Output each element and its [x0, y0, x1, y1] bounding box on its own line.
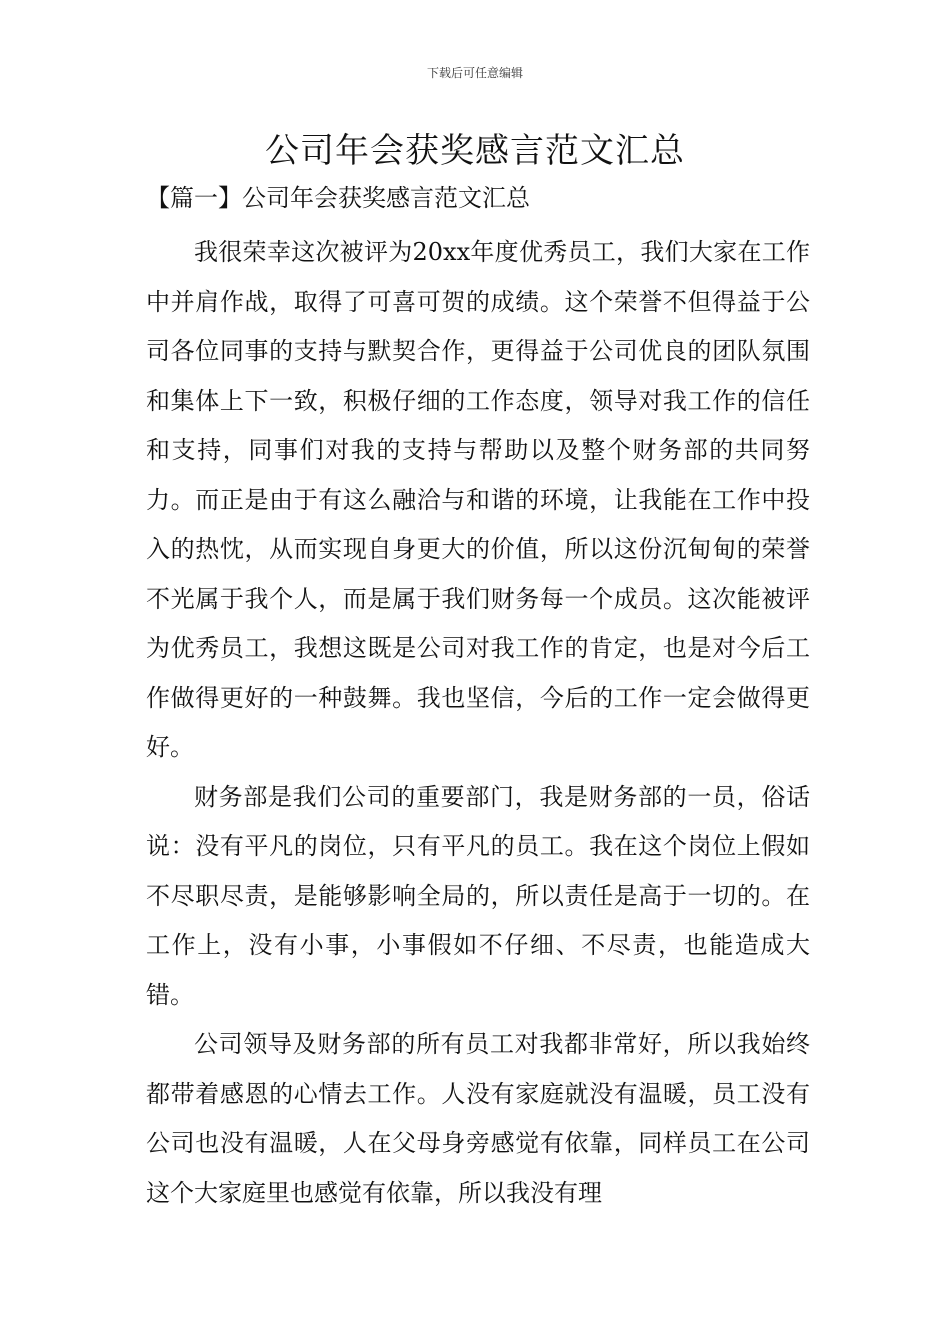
header-note: 下载后可任意编辑 — [426, 66, 523, 80]
paragraph-3: 公司领导及财务部的所有员工对我都非常好，所以我始终都带着感恩的心情去工作。人没有家庭就没有温暖，员工没有公司也没有温暖，人在父母身旁感觉有依靠，同样员工在公司这个大家庭里也感觉有依靠，所以我没有理 — [146, 1030, 810, 1207]
section-heading: 【篇一】公司年会获奖感言范文汇总 — [146, 184, 530, 212]
paragraph-2: 财务部是我们公司的重要部门，我是财务部的一员，俗话说：没有平凡的岗位，只有平凡的员工。我在这个岗位上假如不尽职尽责，是能够影响全局的，所以责任是高于一切的。在工作上，没有小事，小事假如不仔细、不尽责，也能造成大错。 — [146, 782, 810, 1009]
document-title: 公司年会获奖感言范文汇总 — [265, 131, 685, 171]
document-body — [146, 228, 810, 1218]
paragraph-1: 我很荣幸这次被评为20xx年度优秀员工，我们大家在工作中并肩作战，取得了可喜可贺的成绩。这个荣誉不但得益于公司各位同事的支持与默契合作，更得益于公司优良的团队氛围和集体上下一致，积极仔细的工作态度，领导对我工作的信任和支持，同事们对我的支持与帮助以及整个财务部的共同努力。而正是由于有这么融洽与和谐的环境，让我能在工作中投入的热忱，从而实现自身更大的价值，所以这份沉甸甸的荣誉不光属于我个人，而是属于我们财务每一个成员。这次能被评为优秀员工，我想这既是公司对我工作的肯定，也是对今后工作做得更好的一种鼓舞。我也坚信，今后的工作一定会做得更好。 — [146, 238, 810, 761]
